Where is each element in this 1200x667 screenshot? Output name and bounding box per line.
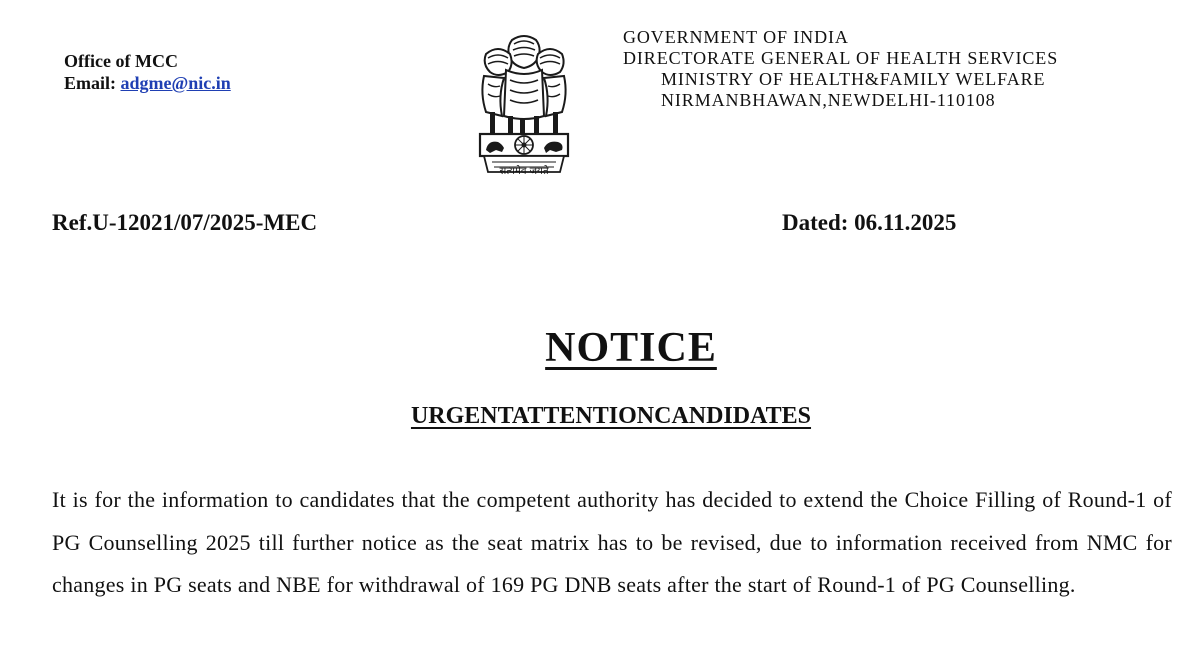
notice-subtitle: URGENTATTENTIONCANDIDATES	[410, 403, 812, 429]
notice-date: Dated: 06.11.2025	[782, 210, 957, 235]
ministry-line: MINISTRY OF HEALTH&FAMILY WELFARE	[661, 69, 1046, 89]
address-line: NIRMANBHAWAN,NEWDELHI-110108	[661, 90, 996, 110]
notice-title: NOTICE	[545, 325, 717, 371]
office-name: Office of MCC	[64, 51, 178, 71]
notice-body: It is for the information to candidates that the competent authority has decided to extend the Choice Filling of Round-1 of PG Counselling 2025 till further notice as the seat matrix has to be revised, due to information received from NMC for changes in PG seats and NBE for withdrawal of 169 PG DNB seats after the start of Round-1 of PG Counselling.	[52, 487, 1172, 597]
national-emblem-icon	[468, 32, 580, 182]
directorate-line: DIRECTORATE GENERAL OF HEALTH SERVICES	[623, 48, 1059, 68]
government-line: GOVERNMENT OF INDIA	[623, 27, 849, 47]
office-email-line	[64, 72, 231, 94]
email-label: Email:	[64, 73, 116, 93]
emblem-motto: सत्यमेव जयते	[499, 166, 549, 177]
email-link[interactable]: adgme@nic.in	[120, 73, 231, 93]
office-block	[64, 50, 231, 94]
reference-number: Ref.U-12021/07/2025-MEC	[52, 210, 318, 235]
government-header	[623, 27, 1058, 111]
